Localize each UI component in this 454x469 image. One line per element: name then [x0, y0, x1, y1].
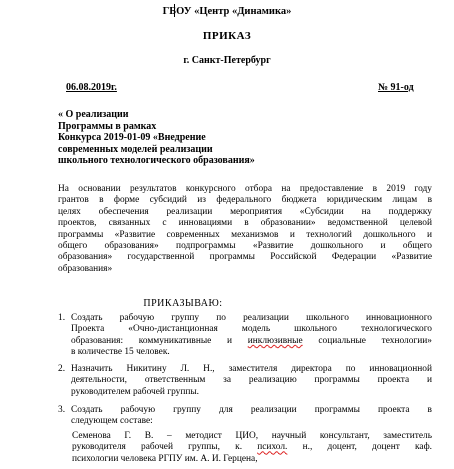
member-text: н., доцент, доцент каф.: [302, 442, 432, 453]
subject-line: Конкурса 2019-01-09 «Внедрение: [58, 132, 206, 144]
member-line: психологии человека РГПУ им. А. И. Герцена,: [72, 453, 258, 464]
item-number: 3.: [58, 405, 66, 415]
item-line: руководителем рабочей группы.: [71, 386, 200, 397]
item-line: Проекта «Очно-дистанционная модель школьного технологического: [71, 324, 432, 335]
spellcheck-word: психол.: [257, 442, 288, 453]
city: г. Санкт-Петербург: [183, 55, 271, 66]
preamble-line: целях обеспечения реализации мероприятия «Субсидии на поддержку: [58, 206, 432, 217]
subject-line: « О реализации: [58, 109, 129, 120]
group-member-paragraph: [72, 431, 432, 465]
order-word: ПРИКАЗЫВАЮ:: [143, 298, 223, 309]
item-line-mixed: [71, 336, 432, 347]
doc-date: 06.08.2019г.: [66, 82, 117, 93]
item-number: 2.: [58, 364, 66, 374]
item-line: деятельности, ответственным за реализацию программы проекта и: [71, 375, 432, 386]
org-name: ГБОУ «Центр «Динамика»: [162, 6, 292, 17]
item-text: образования: коммуникативные и: [71, 335, 233, 346]
order-item-3: [58, 405, 432, 429]
subject-line: Программы в рамках: [58, 120, 157, 132]
preamble-line: образования»: [58, 263, 113, 274]
item-line: Создать рабочую группу по реализации школьного инновационного: [71, 313, 432, 323]
spellcheck-word: инклюзивные: [247, 335, 303, 346]
preamble-line: проектов, связанных с инновациями в образовании» ведомственной целевой: [58, 218, 432, 229]
doc-type-title: ПРИКАЗ: [202, 30, 252, 42]
subject-line: школьного технологического образования»: [58, 155, 255, 167]
preamble-line: На основании результатов конкурсного отбора на предоставление в 2019 году: [58, 184, 432, 194]
item-number: 1.: [58, 313, 66, 323]
preamble-line: грантов в форме субсидий из федерального бюджета юридическим лицам в: [58, 195, 432, 206]
member-line: Семенова Г. В. – методист ЦИО, научный консультант, заместитель: [72, 431, 432, 441]
item-line: в количестве 15 человек.: [71, 347, 170, 358]
subject-line: современных моделей реализации: [58, 143, 213, 155]
item-line: следующем составе:: [71, 416, 153, 427]
order-item-1: [58, 313, 432, 359]
member-text: руководителя рабочей группы, к.: [72, 442, 243, 453]
order-item-2: [58, 364, 432, 400]
preamble-paragraph: [58, 184, 432, 275]
preamble-line: образования» государственной программы Российской Федерации «Развитие: [58, 252, 432, 263]
item-line: Назначить Никитину Л. Н., заместителя директора по инновационной: [71, 364, 432, 374]
item-line: Создать рабочую группу для реализации программы проекта в: [71, 405, 432, 415]
preamble-line: общего образования» подпрограммы «Развитие дошкольного и общего: [58, 241, 432, 252]
subject-block: [58, 109, 358, 167]
item-text: социальные технологии»: [318, 335, 432, 346]
doc-number: № 91-од: [378, 82, 414, 93]
preamble-line: программы «Развитие современных механизмов и технологий дошкольного и: [58, 229, 432, 240]
member-line-mixed: [72, 442, 432, 453]
